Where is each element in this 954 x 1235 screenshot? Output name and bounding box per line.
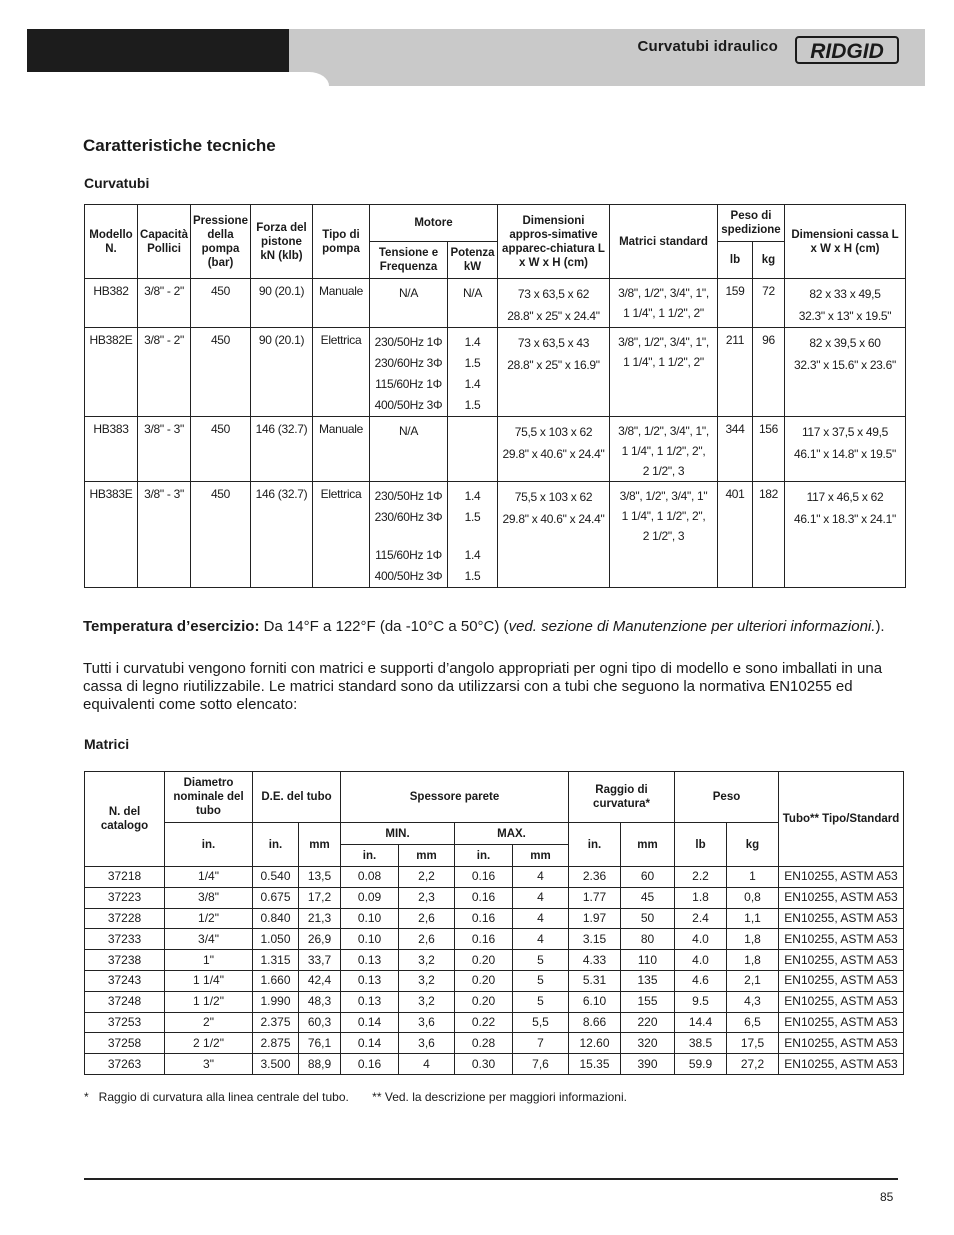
header-gray-curve (289, 72, 925, 86)
cell-min-mm: 3,2 (399, 950, 455, 971)
cell-pipe: EN10255, ASTM A53 (779, 908, 904, 929)
cell-min-in: 0.08 (341, 867, 399, 888)
cell-line: 1.5 (464, 356, 481, 370)
cell-pipe: EN10255, ASTM A53 (779, 867, 904, 888)
th-min-mm: mm (399, 845, 455, 867)
cell-pressure: 450 (191, 279, 251, 328)
cell-od-in: 3.500 (253, 1054, 299, 1075)
cell-min-mm: 2,3 (399, 887, 455, 908)
header-title: Curvatubi idraulico (637, 38, 778, 55)
cell-pressure: 450 (191, 417, 251, 482)
cell-weight-lb: 2.2 (675, 867, 727, 888)
cell-model: HB382E (85, 328, 138, 417)
cell-pipe: EN10255, ASTM A53 (779, 929, 904, 950)
cell-kg: 96 (753, 328, 785, 417)
cell-weight-kg: 17,5 (727, 1033, 779, 1054)
th-motor: Motore (370, 205, 498, 242)
cell-weight-lb: 14.4 (675, 1012, 727, 1033)
cell-line: 46.1" x 18.3" x 24.1" (794, 512, 896, 526)
die-row (85, 867, 904, 888)
cell-radius-in: 12.60 (569, 1033, 621, 1054)
cell-line: 115/60Hz 1Φ (375, 548, 442, 562)
cell-radius-mm: 320 (621, 1033, 675, 1054)
cell-line: 1 1/4", 1 1/2", 2", (621, 509, 706, 523)
cell-radius-mm: 110 (621, 950, 675, 971)
cell-min-mm: 2,6 (399, 929, 455, 950)
cell-min-in: 0.13 (341, 991, 399, 1012)
cell-catalog: 37228 (85, 908, 165, 929)
cell-max-in: 0.16 (455, 908, 513, 929)
cell-kg: 182 (753, 482, 785, 588)
dies-subtitle: Matrici (84, 736, 130, 752)
cell-pressure: 450 (191, 482, 251, 588)
cell-weight-kg: 0,8 (727, 887, 779, 908)
cell-min-mm: 2,2 (399, 867, 455, 888)
cell-od-in: 2.375 (253, 1012, 299, 1033)
cell-type: Manuale (313, 279, 370, 328)
temperature-end: ). (875, 618, 885, 635)
cell-pipe: EN10255, ASTM A53 (779, 970, 904, 991)
cell-line: 46.1" x 14.8" x 19.5" (794, 447, 896, 461)
cell-radius-mm: 60 (621, 867, 675, 888)
cell-max-in: 0.28 (455, 1033, 513, 1054)
cell-min-in: 0.10 (341, 908, 399, 929)
page-number: 85 (880, 1190, 894, 1204)
cell-pipe: EN10255, ASTM A53 (779, 1012, 904, 1033)
cell-weight-lb: 38.5 (675, 1033, 727, 1054)
temperature-label: Temperatura d’esercizio: (83, 618, 260, 635)
cell-min-in: 0.16 (341, 1054, 399, 1075)
cell-line: 3/8", 1/2", 3/4", 1", (618, 335, 709, 349)
cell-nominal: 2 1/2" (165, 1033, 253, 1054)
cell-line: 29.8" x 40.6" x 24.4" (502, 447, 605, 461)
cell-max-in: 0.20 (455, 991, 513, 1012)
cell-min-mm: 3,2 (399, 970, 455, 991)
cell-line: 1 1/4", 1 1/2", 2" (623, 355, 704, 369)
cell-max-mm: 4 (513, 867, 569, 888)
cell-force: 90 (20.1) (251, 279, 313, 328)
th-pump-pressure: Pressione della pompa (bar) (191, 205, 251, 279)
cell-line: 400/50Hz 3Φ (374, 569, 443, 583)
cell-max-mm: 4 (513, 908, 569, 929)
cell-weight-kg: 1,8 (727, 929, 779, 950)
cell-line: 1.4 (464, 489, 481, 503)
cell-nominal: 1" (165, 950, 253, 971)
cell-max-mm: 5,5 (513, 1012, 569, 1033)
bender-row (85, 482, 906, 588)
cell-od-in: 0.540 (253, 867, 299, 888)
cell-max-in: 0.30 (455, 1054, 513, 1075)
cell-weight-lb: 4.0 (675, 950, 727, 971)
cell-nominal: 1/2" (165, 908, 253, 929)
cell-max-mm: 7,6 (513, 1054, 569, 1075)
cell-radius-mm: 390 (621, 1054, 675, 1075)
cell-voltage (370, 279, 448, 328)
cell-nominal: 1 1/2" (165, 991, 253, 1012)
die-row (85, 1033, 904, 1054)
cell-nominal: 3/8" (165, 887, 253, 908)
cell-weight-kg: 4,3 (727, 991, 779, 1012)
cell-min-in: 0.13 (341, 970, 399, 991)
th-model: Modello N. (85, 205, 138, 279)
cell-od-mm: 48,3 (299, 991, 341, 1012)
footnote-pipe: ** Ved. la descrizione per maggiori informazioni. (372, 1090, 627, 1104)
cell-line: 82 x 39,5 x 60 (809, 336, 881, 350)
die-row (85, 950, 904, 971)
cell-catalog: 37233 (85, 929, 165, 950)
cell-radius-mm: 155 (621, 991, 675, 1012)
cell-radius-in: 15.35 (569, 1054, 621, 1075)
cell-line: N/A (398, 424, 419, 438)
cell-catalog: 37263 (85, 1054, 165, 1075)
cell-catalog: 37223 (85, 887, 165, 908)
die-row (85, 887, 904, 908)
cell-line: 3/8", 1/2", 3/4", 1" (619, 489, 708, 503)
die-row (85, 929, 904, 950)
cell-voltage (370, 328, 448, 417)
cell-radius-in: 4.33 (569, 950, 621, 971)
cell-voltage (370, 417, 448, 482)
ridgid-logo (795, 34, 899, 66)
cell-max-mm: 7 (513, 1033, 569, 1054)
cell-line: 32.3" x 13" x 19.5" (798, 309, 892, 323)
th-min: MIN. (341, 823, 455, 845)
th-radius: Raggio di curvatura* (569, 772, 675, 823)
cell-od-mm: 88,9 (299, 1054, 341, 1075)
cell-cap: 3/8" - 2" (138, 328, 191, 417)
cell-od-in: 1.315 (253, 950, 299, 971)
bender-subtitle: Curvatubi (84, 175, 150, 191)
cell-od-mm: 21,3 (299, 908, 341, 929)
cell-line: 73 x 63,5 x 62 (517, 287, 590, 301)
cell-weight-kg: 1,8 (727, 950, 779, 971)
cell-nominal: 1/4" (165, 867, 253, 888)
cell-box (785, 328, 906, 417)
cell-line: 28.8" x 25" x 24.4" (507, 309, 600, 323)
temperature-text: Da 14°F a 122°F (da -10°C a 50°C) ( (259, 618, 509, 635)
cell-power (448, 328, 498, 417)
th-od-mm: mm (299, 823, 341, 867)
cell-radius-in: 5.31 (569, 970, 621, 991)
cell-max-in: 0.20 (455, 950, 513, 971)
cell-lb: 159 (718, 279, 753, 328)
cell-line: 230/50Hz 1Φ (374, 335, 443, 349)
cell-radius-mm: 50 (621, 908, 675, 929)
cell-line: 230/60Hz 3Φ (374, 510, 443, 524)
cell-dims (498, 417, 610, 482)
cell-catalog: 37218 (85, 867, 165, 888)
cell-model: HB383E (85, 482, 138, 588)
cell-radius-mm: 220 (621, 1012, 675, 1033)
cell-pipe: EN10255, ASTM A53 (779, 1054, 904, 1075)
th-weight: Peso (675, 772, 779, 823)
th-pump-type: Tipo di pompa (313, 205, 370, 279)
cell-catalog: 37253 (85, 1012, 165, 1033)
cell-model: HB383 (85, 417, 138, 482)
cell-max-mm: 5 (513, 991, 569, 1012)
cell-nominal: 1 1/4" (165, 970, 253, 991)
cell-line: 1.4 (464, 548, 481, 562)
cell-min-mm: 3,2 (399, 991, 455, 1012)
cell-radius-in: 1.77 (569, 887, 621, 908)
intro-paragraph: Tutti i curvatubi vengono forniti con matrici e supporti d’angolo appropriati per ogni tipo di modello e sono imballati in una cassa di legno riutilizzabile. Le matrici standard sono da utilizzarsi con a tubi che seguono la normativa EN10255 ed equivalenti come sotto elencato: (83, 660, 883, 713)
cell-cap: 3/8" - 3" (138, 482, 191, 588)
cell-force: 90 (20.1) (251, 328, 313, 417)
th-approx-dims: Dimensioni appros-simative apparec-chiatura L x W x H (cm) (498, 205, 610, 279)
cell-weight-kg: 27,2 (727, 1054, 779, 1075)
cell-weight-lb: 4.6 (675, 970, 727, 991)
th-voltage: Tensione e Frequenza (370, 242, 448, 279)
cell-weight-lb: 1.8 (675, 887, 727, 908)
cell-od-mm: 42,4 (299, 970, 341, 991)
cell-type: Elettrica (313, 482, 370, 588)
cell-min-mm: 3,6 (399, 1033, 455, 1054)
cell-line: 1.4 (464, 377, 481, 391)
cell-radius-mm: 80 (621, 929, 675, 950)
cell-radius-in: 3.15 (569, 929, 621, 950)
cell-power (448, 279, 498, 328)
cell-dies (610, 328, 718, 417)
th-kg: kg (753, 242, 785, 279)
cell-voltage (370, 482, 448, 588)
cell-line: 117 x 46,5 x 62 (806, 490, 884, 504)
cell-kg: 156 (753, 417, 785, 482)
cell-radius-mm: 135 (621, 970, 675, 991)
cell-line: 82 x 33 x 49,5 (809, 287, 881, 301)
cell-line: 230/60Hz 3Φ (374, 356, 443, 370)
bender-row (85, 279, 906, 328)
cell-max-in: 0.16 (455, 867, 513, 888)
cell-radius-mm: 45 (621, 887, 675, 908)
cell-line: 1 1/4", 1 1/2", 2" (623, 306, 704, 320)
cell-line: 1.5 (464, 398, 481, 412)
cell-line: 1.4 (464, 335, 481, 349)
cell-radius-in: 1.97 (569, 908, 621, 929)
cell-line: 3/8", 1/2", 3/4", 1", (618, 286, 709, 300)
th-od: D.E. del tubo (253, 772, 341, 823)
cell-line: 2 1/2", 3 (642, 529, 685, 543)
cell-radius-in: 6.10 (569, 991, 621, 1012)
cell-line: 1.5 (464, 510, 481, 524)
cell-min-in: 0.14 (341, 1012, 399, 1033)
cell-weight-lb: 59.9 (675, 1054, 727, 1075)
die-row (85, 1012, 904, 1033)
th-weight-kg: kg (727, 823, 779, 867)
dies-table (84, 771, 904, 1075)
cell-type: Elettrica (313, 328, 370, 417)
cell-line: 28.8" x 25" x 16.9" (507, 358, 600, 372)
cell-dims (498, 482, 610, 588)
cell-od-in: 0.840 (253, 908, 299, 929)
cell-od-mm: 13,5 (299, 867, 341, 888)
cell-line: 32.3" x 15.6" x 23.6" (794, 358, 896, 372)
th-wall: Spessore parete (341, 772, 569, 823)
cell-radius-in: 2.36 (569, 867, 621, 888)
th-capacity: Capacità Pollici (138, 205, 191, 279)
cell-max-mm: 4 (513, 887, 569, 908)
bender-row (85, 417, 906, 482)
cell-power (448, 417, 498, 482)
cell-line: N/A (398, 286, 419, 300)
cell-dims (498, 328, 610, 417)
header-black-block (27, 29, 289, 72)
cell-od-mm: 26,9 (299, 929, 341, 950)
th-radius-mm: mm (621, 823, 675, 867)
cell-max-mm: 5 (513, 950, 569, 971)
th-weight-lb: lb (675, 823, 727, 867)
cell-radius-in: 8.66 (569, 1012, 621, 1033)
cell-power (448, 482, 498, 588)
cell-dims (498, 279, 610, 328)
cell-model: HB382 (85, 279, 138, 328)
cell-box (785, 279, 906, 328)
cell-max-mm: 5 (513, 970, 569, 991)
ridgid-logo-text: RIDGID (810, 40, 884, 63)
cell-od-in: 1.990 (253, 991, 299, 1012)
cell-od-in: 1.660 (253, 970, 299, 991)
th-max-in: in. (455, 845, 513, 867)
cell-line: N/A (462, 286, 483, 300)
bender-row (85, 328, 906, 417)
cell-line: 115/60Hz 1Φ (375, 377, 442, 391)
cell-type: Manuale (313, 417, 370, 482)
th-od-in: in. (253, 823, 299, 867)
cell-od-mm: 76,1 (299, 1033, 341, 1054)
cell-force: 146 (32.7) (251, 482, 313, 588)
die-row (85, 991, 904, 1012)
cell-cap: 3/8" - 3" (138, 417, 191, 482)
th-nominal: Diametro nominale del tubo (165, 772, 253, 823)
cell-min-in: 0.09 (341, 887, 399, 908)
temperature-note: ved. sezione di Manutenzione per ulteriori informazioni. (508, 618, 876, 635)
bender-specs-table (84, 204, 906, 588)
cell-line: 2 1/2", 3 (642, 464, 685, 478)
temperature-line (83, 618, 913, 636)
cell-pipe: EN10255, ASTM A53 (779, 991, 904, 1012)
cell-weight-kg: 2,1 (727, 970, 779, 991)
cell-line: 1 1/4", 1 1/2", 2", (621, 444, 706, 458)
cell-weight-kg: 1,1 (727, 908, 779, 929)
th-piston-force: Forza del pistone kN (klb) (251, 205, 313, 279)
cell-line: 400/50Hz 3Φ (374, 398, 443, 412)
cell-pipe: EN10255, ASTM A53 (779, 950, 904, 971)
th-min-in: in. (341, 845, 399, 867)
cell-kg: 72 (753, 279, 785, 328)
cell-line: 29.8" x 40.6" x 24.4" (502, 512, 605, 526)
cell-min-mm: 3,6 (399, 1012, 455, 1033)
cell-dies (610, 417, 718, 482)
cell-lb: 401 (718, 482, 753, 588)
die-row (85, 970, 904, 991)
cell-max-in: 0.20 (455, 970, 513, 991)
cell-max-in: 0.16 (455, 887, 513, 908)
cell-od-mm: 60,3 (299, 1012, 341, 1033)
footer-rule (84, 1178, 898, 1180)
cell-line (450, 528, 495, 545)
cell-min-in: 0.10 (341, 929, 399, 950)
cell-force: 146 (32.7) (251, 417, 313, 482)
th-std-dies: Matrici standard (610, 205, 718, 279)
cell-nominal: 2" (165, 1012, 253, 1033)
cell-max-in: 0.16 (455, 929, 513, 950)
cell-line: 75,5 x 103 x 62 (514, 490, 593, 504)
cell-od-mm: 17,2 (299, 887, 341, 908)
cell-line (450, 421, 495, 438)
cell-line: 117 x 37,5 x 49,5 (801, 425, 889, 439)
th-nominal-in: in. (165, 823, 253, 867)
cell-line: 230/50Hz 1Φ (374, 489, 443, 503)
cell-weight-kg: 6,5 (727, 1012, 779, 1033)
cell-weight-lb: 2.4 (675, 908, 727, 929)
cell-pipe: EN10255, ASTM A53 (779, 1033, 904, 1054)
cell-min-mm: 2,6 (399, 908, 455, 929)
footnotes (84, 1090, 627, 1104)
cell-weight-lb: 9.5 (675, 991, 727, 1012)
cell-weight-lb: 4.0 (675, 929, 727, 950)
section-title: Caratteristiche tecniche (83, 136, 276, 155)
cell-nominal: 3" (165, 1054, 253, 1075)
cell-pipe: EN10255, ASTM A53 (779, 887, 904, 908)
footnote-radius: * Raggio di curvatura alla linea centrale del tubo. (84, 1090, 349, 1104)
cell-min-mm: 4 (399, 1054, 455, 1075)
cell-od-in: 0.675 (253, 887, 299, 908)
cell-pressure: 450 (191, 328, 251, 417)
cell-dies (610, 482, 718, 588)
cell-weight-kg: 1 (727, 867, 779, 888)
cell-cap: 3/8" - 2" (138, 279, 191, 328)
cell-catalog: 37243 (85, 970, 165, 991)
cell-lb: 211 (718, 328, 753, 417)
th-ship-weight: Peso di spedizione (718, 205, 785, 242)
cell-line: 3/8", 1/2", 3/4", 1", (618, 424, 709, 438)
cell-box (785, 417, 906, 482)
cell-max-in: 0.22 (455, 1012, 513, 1033)
die-row (85, 1054, 904, 1075)
cell-line: 75,5 x 103 x 62 (514, 425, 593, 439)
cell-od-in: 2.875 (253, 1033, 299, 1054)
cell-max-mm: 4 (513, 929, 569, 950)
th-power: Potenza kW (448, 242, 498, 279)
die-row (85, 908, 904, 929)
cell-min-in: 0.14 (341, 1033, 399, 1054)
th-max-mm: mm (513, 845, 569, 867)
th-pipe: Tubo** Tipo/Standard (779, 772, 904, 867)
cell-lb: 344 (718, 417, 753, 482)
cell-catalog: 37248 (85, 991, 165, 1012)
cell-line: 73 x 63,5 x 43 (517, 336, 590, 350)
th-catalog: N. del catalogo (85, 772, 165, 867)
cell-od-mm: 33,7 (299, 950, 341, 971)
cell-catalog: 37258 (85, 1033, 165, 1054)
cell-catalog: 37238 (85, 950, 165, 971)
cell-min-in: 0.13 (341, 950, 399, 971)
cell-line (372, 528, 445, 545)
th-radius-in: in. (569, 823, 621, 867)
cell-od-in: 1.050 (253, 929, 299, 950)
th-box-dims: Dimensioni cassa L x W x H (cm) (785, 205, 906, 279)
cell-dies (610, 279, 718, 328)
cell-line: 1.5 (464, 569, 481, 583)
th-lb: lb (718, 242, 753, 279)
th-max: MAX. (455, 823, 569, 845)
cell-nominal: 3/4" (165, 929, 253, 950)
cell-box (785, 482, 906, 588)
